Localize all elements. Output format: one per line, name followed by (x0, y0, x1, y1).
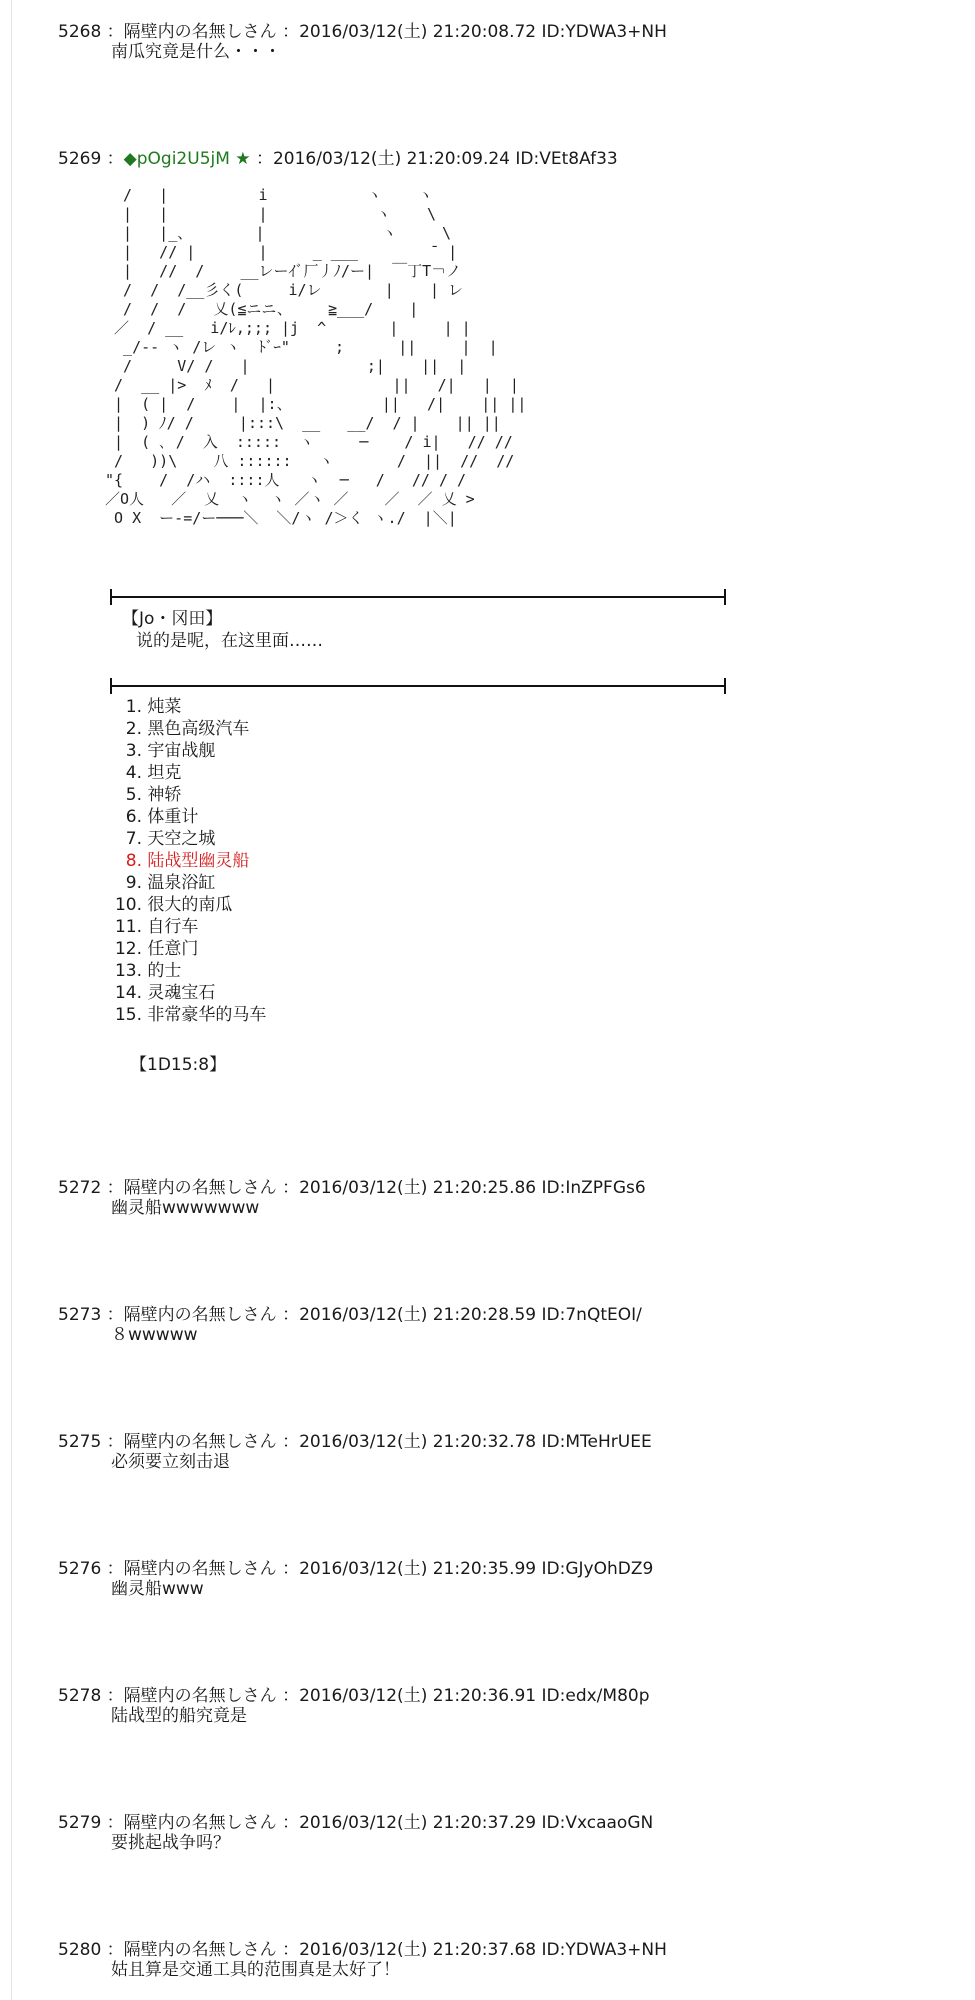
poster-name: 隔壁内の名無しさん (123, 1178, 277, 1198)
choice-text: 陆战型幽灵船 (147, 851, 250, 871)
post-body: 姑且算是交通工具的范围真是太好了！ (111, 1960, 400, 1980)
choice-number: 9. (125, 873, 142, 893)
post-date: 2016/03/12(土) 21:20:37.29 (299, 1813, 537, 1833)
post-header: 5273 ：隔壁内の名無しさん ：2016/03/12(土) 21:20:28.59 ID:7nQtEOI/ (58, 1305, 642, 1325)
choice-item (110, 806, 266, 828)
post-number: 5273 (58, 1305, 102, 1325)
post-number: 5280 (58, 1940, 102, 1960)
post-date: 2016/03/12(土) 21:20:32.78 (299, 1432, 537, 1452)
post-date: 2016/03/12(土) 21:20:08.72 (299, 22, 537, 42)
choice-text: 宇宙战舰 (147, 741, 216, 761)
post-date: 2016/03/12(土) 21:20:25.86 (299, 1178, 537, 1198)
choice-text: 灵魂宝石 (147, 983, 216, 1003)
choice-text: 的士 (147, 961, 182, 981)
post-5273 (58, 1305, 938, 1345)
poster-name: 隔壁内の名無しさん (123, 1940, 277, 1960)
choice-text: 炖菜 (147, 697, 182, 717)
choice-number: 8. (125, 851, 142, 871)
choice-number: 10. (114, 895, 142, 915)
post-id: ID:YDWA3+NH (541, 1940, 667, 1960)
choice-item (110, 960, 266, 982)
post-number: 5272 (58, 1178, 102, 1198)
post-header: 5279 ：隔壁内の名無しさん ：2016/03/12(土) 21:20:37.29 ID:VxcaaoGN (58, 1813, 654, 1833)
choice-number: 14. (114, 983, 142, 1003)
choice-text: 坦克 (147, 763, 182, 783)
post-date: 2016/03/12(土) 21:20:35.99 (299, 1559, 537, 1579)
post-5269 (58, 149, 938, 169)
choice-number: 11. (114, 917, 142, 937)
divider-top (110, 596, 726, 598)
post-5276 (58, 1559, 938, 1599)
choice-text: 神轿 (147, 785, 182, 805)
speaker-name: 【Jo・冈田】 (122, 609, 223, 629)
poster-trip: ◆pOgi2U5jM ★ (123, 149, 251, 169)
post-id: ID:MTeHrUEE (541, 1432, 652, 1452)
post-header: 5269 ：◆pOgi2U5jM ★ ：2016/03/12(土) 21:20:09.24 ID:VEt8Af33 (58, 149, 618, 169)
choice-text: 天空之城 (147, 829, 216, 849)
post-5268 (58, 22, 938, 62)
speech-block (122, 608, 323, 652)
choice-number: 2. (125, 719, 142, 739)
choice-item (110, 850, 266, 872)
post-id: ID:edx/M80p (541, 1686, 650, 1706)
post-header: 5280 ：隔壁内の名無しさん ：2016/03/12(土) 21:20:37.68 ID:YDWA3+NH (58, 1940, 667, 1960)
post-5278 (58, 1686, 938, 1726)
post-date: 2016/03/12(土) 21:20:37.68 (299, 1940, 537, 1960)
post-id: ID:VEt8Af33 (515, 149, 618, 169)
post-body: 幽灵船www (111, 1579, 204, 1599)
choice-number: 3. (125, 741, 142, 761)
choice-item (110, 696, 266, 718)
choice-number: 4. (125, 763, 142, 783)
choice-number: 7. (125, 829, 142, 849)
choice-item (110, 982, 266, 1004)
poster-name: 隔壁内の名無しさん (123, 1813, 277, 1833)
post-body: 要挑起战争吗？ (111, 1833, 230, 1853)
divider-bottom (110, 685, 726, 687)
post-number: 5279 (58, 1813, 102, 1833)
post-id: ID:7nQtEOI/ (541, 1305, 642, 1325)
dice-result: 【1D15:8】 (130, 1055, 227, 1075)
choice-number: 12. (114, 939, 142, 959)
choice-text: 很大的南瓜 (147, 895, 233, 915)
speech-text: 说的是呢，在这里面…… (136, 631, 323, 651)
choice-item (110, 872, 266, 894)
post-5280 (58, 1940, 938, 1980)
post-header: 5272 ：隔壁内の名無しさん ：2016/03/12(土) 21:20:25.86 ID:InZPFGs6 (58, 1178, 646, 1198)
choice-item (110, 916, 266, 938)
choice-number: 15. (114, 1005, 142, 1025)
post-5272 (58, 1178, 938, 1218)
post-header: 5276 ：隔壁内の名無しさん ：2016/03/12(土) 21:20:35.99 ID:GJyOhDZ9 (58, 1559, 654, 1579)
poster-name: 隔壁内の名無しさん (123, 22, 277, 42)
choice-item (110, 718, 266, 740)
poster-name: 隔壁内の名無しさん (123, 1686, 277, 1706)
post-header: 5278 ：隔壁内の名無しさん ：2016/03/12(土) 21:20:36.91 ID:edx/M80p (58, 1686, 650, 1706)
choice-item (110, 828, 266, 850)
choice-text: 自行车 (147, 917, 199, 937)
post-body: 必须要立刻击退 (111, 1452, 230, 1472)
ascii-art: / | i ヽ ヽ | | | ヽ \ | |_、 | ヽ \ | // | | _ ___ ̄ | | // / __レーｲﾞ厂丿ﾉ/ー| ￣丁T￢ノ / / /__彡く( i/レ | | レ / / / 乂(≦ニニ、 ≧___/ | ／ / __ i/ﾚ,;;; |j ^ | | | _/-- ヽ /レ ヽ ﾄﾞｰ" ; || | | / V/ / | ;| || | / __ |> ﾒ / | || /| | | | ( | / | |:、 || /| || || | ) ﾉ/ / |:::\ __ __/ / | || || | ( ､ / 入 ::::: ヽ ─ / i| // // / ))\ 八 :::::: ヽ / || // // "{ / /ハ ::::人 ヽ ─ / // / / ／O人 ／ 乂 ヽ ヽ ／ヽ ／ ／ ／ 乂 > O X ー-=/ー───＼ ＼/ヽ /＞く ヽ./ |＼| (105, 186, 527, 527)
post-body: 幽灵船wwwwwww (111, 1198, 260, 1218)
post-5275 (58, 1432, 938, 1472)
post-header: 5268 ：隔壁内の名無しさん ：2016/03/12(土) 21:20:08.72 ID:YDWA3+NH (58, 22, 667, 42)
choice-number: 1. (125, 697, 142, 717)
poster-name: 隔壁内の名無しさん (123, 1559, 277, 1579)
choice-item (110, 894, 266, 916)
choice-item (110, 1004, 266, 1026)
post-number: 5275 (58, 1432, 102, 1452)
left-border (11, 0, 12, 2000)
post-number: 5269 (58, 149, 102, 169)
post-number: 5276 (58, 1559, 102, 1579)
choice-list (110, 696, 266, 1026)
post-id: ID:VxcaaoGN (541, 1813, 654, 1833)
choice-number: 6. (125, 807, 142, 827)
choice-item (110, 740, 266, 762)
post-body: 陆战型的船究竟是 (111, 1706, 247, 1726)
post-number: 5268 (58, 22, 102, 42)
choice-number: 5. (125, 785, 142, 805)
choice-text: 体重计 (147, 807, 199, 827)
choice-text: 任意门 (147, 939, 199, 959)
post-body: 南瓜究竟是什么・・・ (111, 42, 281, 62)
choice-item (110, 784, 266, 806)
choice-item (110, 938, 266, 960)
choice-text: 非常豪华的马车 (147, 1005, 267, 1025)
choice-item (110, 762, 266, 784)
post-id: ID:GJyOhDZ9 (541, 1559, 654, 1579)
post-id: ID:InZPFGs6 (541, 1178, 646, 1198)
choice-text: 温泉浴缸 (147, 873, 216, 893)
poster-name: 隔壁内の名無しさん (123, 1432, 277, 1452)
post-date: 2016/03/12(土) 21:20:36.91 (299, 1686, 537, 1706)
post-5279 (58, 1813, 938, 1853)
post-header: 5275 ：隔壁内の名無しさん ：2016/03/12(土) 21:20:32.78 ID:MTeHrUEE (58, 1432, 652, 1452)
post-id: ID:YDWA3+NH (541, 22, 667, 42)
post-date: 2016/03/12(土) 21:20:28.59 (299, 1305, 537, 1325)
post-number: 5278 (58, 1686, 102, 1706)
poster-name: 隔壁内の名無しさん (123, 1305, 277, 1325)
post-date: 2016/03/12(土) 21:20:09.24 (272, 149, 510, 169)
post-body: ８wwwww (111, 1325, 198, 1345)
choice-number: 13. (114, 961, 142, 981)
choice-text: 黑色高级汽车 (147, 719, 250, 739)
